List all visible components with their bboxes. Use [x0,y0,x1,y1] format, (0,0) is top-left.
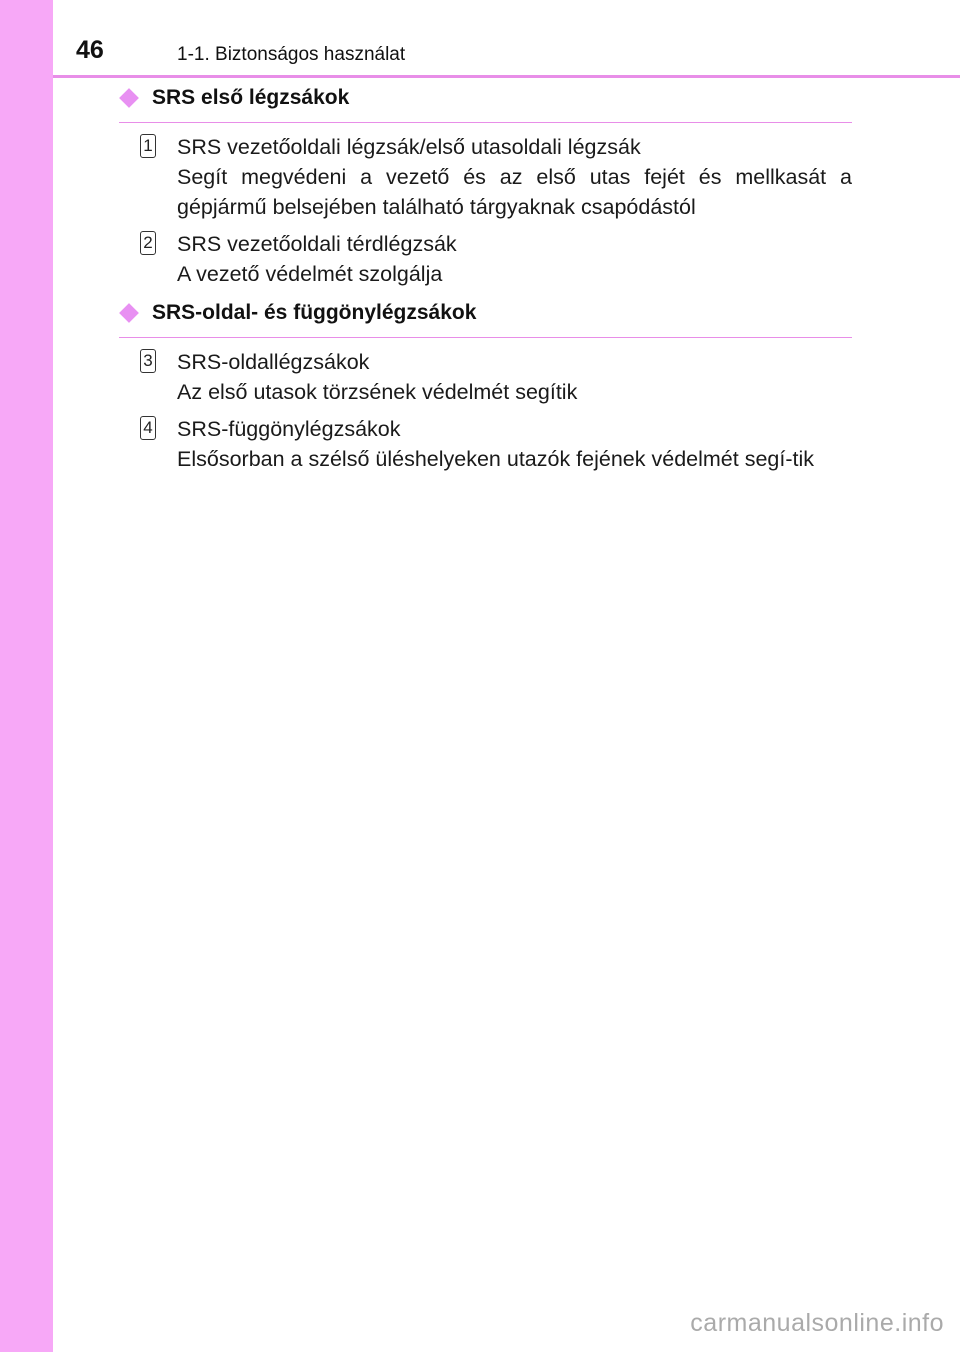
item-description: A vezető védelmét szolgálja [177,262,443,286]
section-heading-text: SRS első légzsákok [152,86,350,109]
list-item [119,347,852,407]
item-title: SRS vezetőoldali légzsák/első utasoldali légzsák [177,135,641,159]
item-title: SRS-oldallégzsákok [177,350,370,374]
diamond-bullet-icon [119,303,139,323]
item-number-badge: 1 [140,134,156,158]
section-front-airbags [119,86,852,289]
header-rule [53,75,960,78]
item-number-badge: 3 [140,349,156,373]
item-description: Az első utasok törzsének védelmét segítik [177,380,578,404]
diamond-bullet-icon [119,88,139,108]
section-heading-text: SRS-oldal- és függönylégzsákok [152,301,477,324]
item-title: SRS-függönylégzsákok [177,417,401,441]
section-heading [119,86,852,123]
watermark-text: carmanualsonline.info [690,1309,944,1337]
chapter-title: 1-1. Biztonságos használat [177,44,406,65]
item-description: Segít megvédeni a vezető és az első utas fejét és mellkasát a gépjármű belsejében található tárgyaknak csapódástól [177,165,852,219]
list-item [119,132,852,222]
item-number-badge: 2 [140,231,156,255]
list-item [119,229,852,289]
page-number: 46 [76,36,104,64]
item-number-badge: 4 [140,416,156,440]
item-title: SRS vezetőoldali térdlégzsák [177,232,457,256]
section-side-curtain-airbags [119,301,852,474]
list-item [119,414,852,474]
item-description: Elsősorban a szélső üléshelyeken utazók fejének védelmét segí-tik [177,447,814,471]
side-color-bar [0,0,53,1352]
section-heading [119,301,852,338]
